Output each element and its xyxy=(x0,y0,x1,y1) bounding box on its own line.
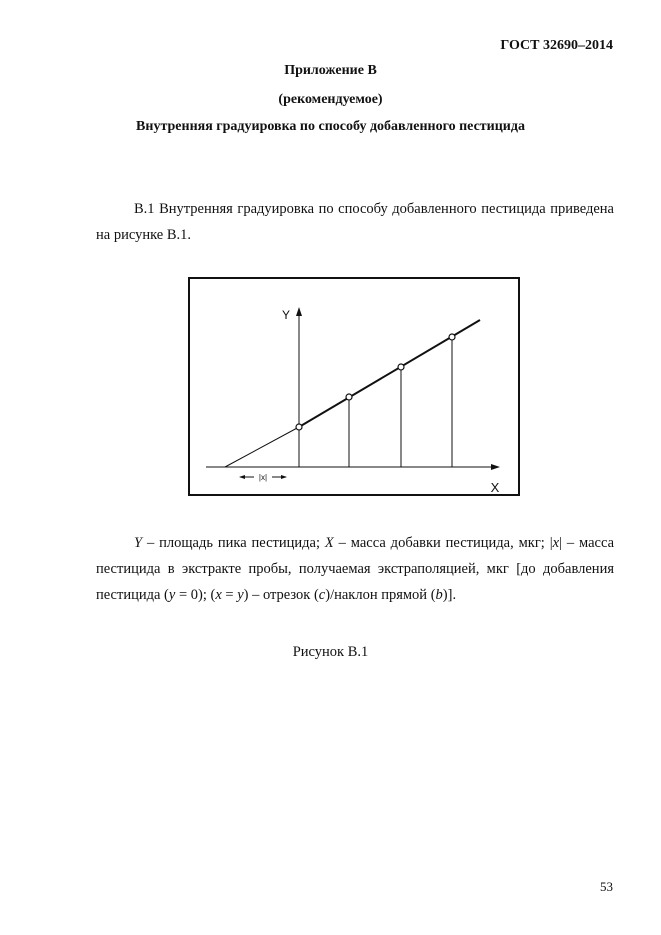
legend-y-symbol: Y xyxy=(134,535,143,551)
appendix-title: Внутренняя градуировка по способу добавленного пестицида xyxy=(136,119,525,134)
legend-y-text: – площадь пика пестицида; xyxy=(142,535,325,551)
abs-x-arrow-right xyxy=(281,475,287,479)
legend-xy-symbol-2: y xyxy=(237,587,244,603)
legend-y0-text: = 0); ( xyxy=(175,587,216,603)
abs-x-label: |x| xyxy=(258,473,268,482)
page-number: 53 xyxy=(600,879,613,894)
legend-xy-text: ) – отрезок ( xyxy=(243,587,319,603)
data-point-2 xyxy=(346,394,352,400)
data-point-4 xyxy=(449,334,455,340)
legend-b-symbol: b xyxy=(435,587,443,603)
legend-c-text: )/наклон прямой ( xyxy=(325,587,436,603)
appendix-status: (рекомендуемое) xyxy=(278,92,383,107)
standard-number: ГОСТ 32690–2014 xyxy=(500,38,613,53)
legend-b-text: )]. xyxy=(442,587,457,603)
x-axis-arrow xyxy=(491,464,500,470)
legend-abs-text: | – масса пестицида в экстракте пробы, получаемая экстраполяцией, мкг [до добавления пестицида ( xyxy=(96,535,615,603)
data-point-1 xyxy=(296,424,302,430)
paragraph-intro: В.1 Внутренняя градуировка по способу добавленного пестицида приведена на рисунке В.1. xyxy=(96,201,614,243)
y-axis-label: Y xyxy=(281,308,291,322)
legend-x-symbol: X xyxy=(324,535,334,551)
appendix-label: Приложение В xyxy=(284,63,377,78)
legend-xy-mid: = xyxy=(221,587,238,603)
x-axis-label: X xyxy=(490,480,500,495)
y-axis-arrow xyxy=(296,307,302,316)
legend-x-text: – масса добавки пестицида, мкг; | xyxy=(333,535,553,551)
legend-c-symbol: c xyxy=(318,587,326,603)
figure-caption: Рисунок В.1 xyxy=(292,644,369,660)
data-point-3 xyxy=(398,364,404,370)
legend-y0-symbol: y xyxy=(168,587,176,603)
standard-addition-diagram xyxy=(188,277,520,496)
extrapolation-line xyxy=(225,427,299,467)
abs-x-arrow-left xyxy=(239,475,245,479)
figure-legend xyxy=(96,530,614,608)
legend-abs-symbol: x xyxy=(552,535,560,551)
legend-xy-symbol-1: x xyxy=(215,587,222,603)
